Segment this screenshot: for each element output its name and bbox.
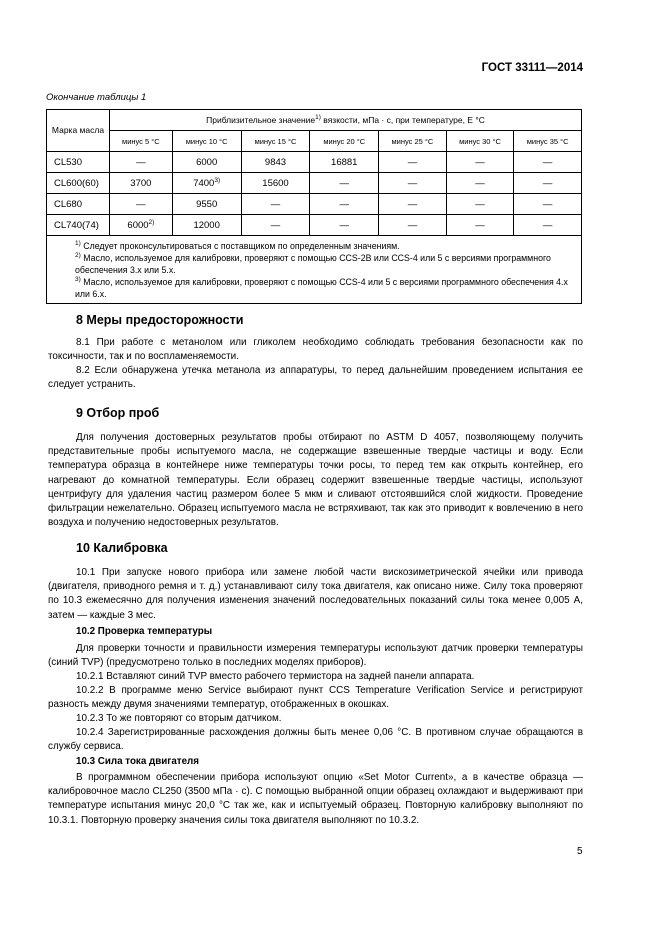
paragraph-10-2: Для проверки точности и правильности измерения температуры используют датчик проверки температуры (синий TVP) (предусмотрено только в последних моделях приборов). [48, 643, 583, 669]
column-header-temp: минус 25 °С [379, 131, 447, 152]
paragraph-10-2-1: 10.2.1 Вставляют синий TVP вместо рабочего термистора на задней панели аппарата. [76, 671, 475, 682]
table-row: CL530 — 6000 9843 16881 — — — [47, 152, 582, 173]
paragraph-8-1: 8.1 При работе с метанолом или гликолем необходимо соблюдать требования безопасности как по токсичности, так и по воспламеняемости. [48, 337, 583, 363]
paragraph-10-2-2: 10.2.2 В программе меню Service выбирают пункт CCS Temperature Verification Service и регистрируют разность между двумя значениями температур, отображенных в окошках. [48, 685, 583, 711]
subsection-10-3-heading: 10.3 Сила тока двигателя [76, 756, 199, 767]
table-caption: Окончание таблицы 1 [46, 92, 147, 103]
table-row: CL600(60) 3700 7400$^{3)}$ 15600 — — — — [47, 173, 582, 194]
footnote-1: $^{1)}$ Следует проконсультироваться с поставщиком по определенным значениям. [75, 240, 400, 251]
column-group-header: Приблизительное значение$^{1)}$ вязкости, мПа · с, при температуре, Е °С [110, 110, 582, 131]
paragraph-9: Для получения достоверных результатов пробы отбирают по ASTM D 4057, позволяющему получить представительные пробы испытуемого масла, не содержащие взвешенные твердые частицы и воду. Если температура образца в контейнере ниже температуры точки росы, то перед тем как открыть контейнер, его нагревают до комнатной температуры. Если образец содержит взвешенные твердые частицы, используют центрифугу для удаления частиц размером более 5 мкм и сливают отстоявшийся слой жидкости. Проведение фильтрации нежелательно. Образец испытуемого масла не встряхивают, так как это приводит к вовлечению в него воздуха и получению недостоверных результатов. [48, 432, 583, 529]
section-10-heading: 10 Калибровка [76, 541, 168, 555]
column-header-temp: минус 10 °С [172, 131, 241, 152]
column-header-temp: минус 35 °С [514, 131, 582, 152]
paragraph-10-2-4: 10.2.4 Зарегистрированные расхождения должны быть менее 0,06 °С. В противном случае обращаются в службу сервиса. [48, 727, 583, 753]
footnote-2: $^{2)}$ Масло, используемое для калибровки, проверяют с помощью CCS-2B или CCS-4 или 5 с версиями программного обеспечения 3.х или 5.х. [75, 252, 551, 275]
column-header-temp: минус 15 °С [241, 131, 310, 152]
column-header-temp: минус 20 °С [310, 131, 379, 152]
paragraph-8-2: 8.2 Если обнаружена утечка метанола из аппаратуры, то перед дальнейшим проведением испытания ее следует устранить. [48, 365, 583, 391]
subsection-10-2-heading: 10.2 Проверка температуры [76, 626, 213, 637]
column-header-temp: минус 5 °С [110, 131, 173, 152]
table-notes-row [47, 236, 582, 304]
standard-code: ГОСТ 33111—2014 [481, 62, 583, 74]
table-notes [47, 236, 582, 304]
page-number: 5 [577, 846, 583, 857]
section-9-heading: 9 Отбор проб [76, 406, 160, 420]
column-header-temp: минус 30 °С [446, 131, 514, 152]
table-row: CL740(74) 6000$^{2)}$ 12000 — — — — — [47, 215, 582, 236]
viscosity-table [46, 109, 582, 304]
paragraph-10-2-3: 10.2.3 То же повторяют со вторым датчиком. [76, 713, 282, 724]
section-8-heading: 8 Меры предосторожности [76, 313, 244, 327]
paragraph-10-1: 10.1 При запуске нового прибора или замене любой части вискозиметрической ячейки или привода (двигателя, приводного ремня и т. д.) устанавливают силу тока двигателя, как описано ниже. Силу тока проверяют по 10.3 ежемесячно для получения изменения значений последовательных показаний силы тока менее 0,005 А, затем — каждые 3 мес. [48, 567, 583, 621]
paragraph-10-3: В программном обеспечении прибора используют опцию «Set Motor Current», а в качестве образца — калибровочное масло CL250 (3500 мПа · с). С помощью выбранной опции образец охлаждают и выдерживают при температуре испытания минус 20,0 °С так же, как и испытуемый образец. Повторную калибровку выполняют по 10.3.1. Повторную проверку значения силы тока двигателя выполняют по 10.3.2. [48, 772, 583, 826]
column-header-mark: Марка масла [47, 110, 110, 152]
table-row: CL680 — 9550 — — — — — [47, 194, 582, 215]
footnote-3: $^{3)}$ Масло, используемое для калибровки, проверяют с помощью CCS-4 или 5 с версиями программного обеспечения 4.х или 6.х. [75, 276, 568, 299]
